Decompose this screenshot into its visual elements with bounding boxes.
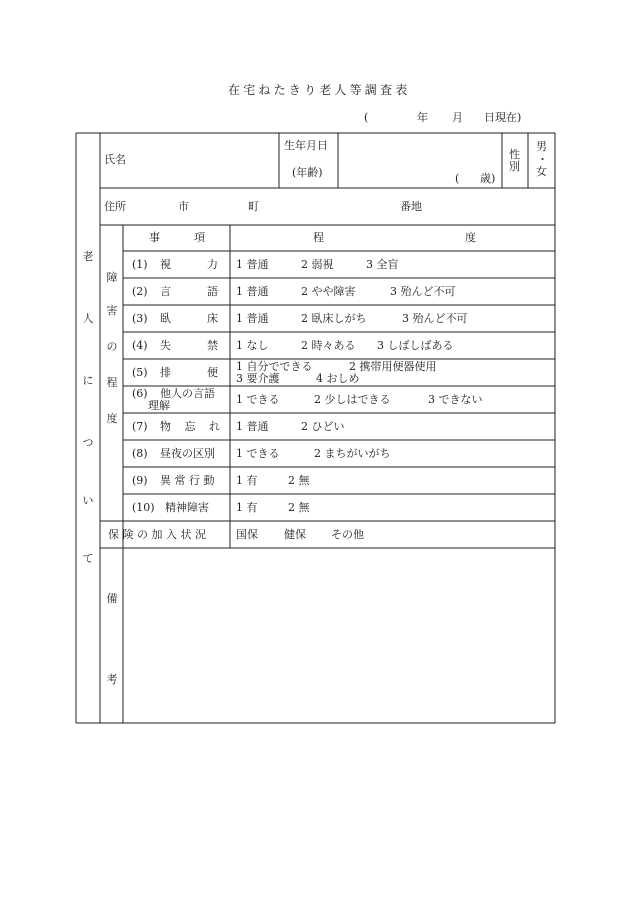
- row-item-char: 臥: [160, 312, 171, 325]
- age-suffix: 歳): [480, 172, 496, 185]
- row-item-char: 視: [160, 258, 171, 271]
- vertical-char: い: [82, 494, 94, 507]
- row-number: (9): [132, 474, 148, 487]
- vertical-char: 程: [106, 376, 118, 389]
- insurance-label: 保 険 の 加 入 状 況: [108, 528, 206, 541]
- degree-option: 1 自分でできる: [236, 360, 313, 373]
- degree-option: 2 無: [288, 474, 310, 487]
- vertical-char: 備: [106, 592, 118, 605]
- date-open-paren: (: [364, 111, 369, 124]
- sex-option-female: 女: [536, 165, 547, 178]
- sex-label-1: 性: [509, 148, 520, 161]
- degree-option: 3 殆んど不可: [402, 312, 468, 325]
- degree-option: 3 しばしばある: [377, 339, 454, 352]
- date-year-label: 年: [417, 111, 428, 124]
- remarks-field[interactable]: [124, 549, 554, 722]
- row-item: 昼夜の区別: [160, 447, 215, 460]
- vertical-char: 老: [82, 250, 94, 263]
- row-number: (3): [132, 312, 148, 325]
- degree-option: 3 殆んど不可: [390, 285, 456, 298]
- insurance-option: その他: [331, 528, 364, 541]
- degree-option: 3 要介護: [236, 372, 280, 385]
- degree-option: 2 まちがいがち: [314, 447, 391, 460]
- degree-option: 1 なし: [236, 339, 269, 352]
- address-town: 町: [248, 200, 259, 213]
- row-number: (5): [132, 366, 148, 379]
- insurance-option: 健保: [284, 528, 306, 541]
- degree-option: 1 できる: [236, 393, 280, 406]
- insurance-option: 国保: [236, 528, 258, 541]
- row-number: (8): [132, 447, 148, 460]
- row-item: 異 常 行 動: [160, 474, 215, 487]
- vertical-char: の: [106, 340, 118, 353]
- vertical-char: 障: [106, 271, 118, 284]
- vertical-char: て: [82, 552, 94, 565]
- vertical-char: つ: [82, 436, 94, 449]
- degree-option: 2 やや障害: [301, 285, 356, 298]
- row-item-char: 禁: [207, 339, 218, 352]
- row-number: (7): [132, 420, 148, 433]
- form-title: 在宅ねたきり老人等調査表: [228, 83, 411, 97]
- header-degree-char: 程: [313, 231, 324, 244]
- row-item-char: 言: [160, 285, 171, 298]
- vertical-char: 考: [106, 673, 118, 686]
- age-paren-open: (: [455, 172, 460, 185]
- sex-label-2: 別: [509, 160, 520, 173]
- vertical-char: 度: [106, 412, 118, 425]
- header-item-char: 項: [194, 231, 205, 244]
- header-item-char: 事: [149, 231, 160, 244]
- address-banchi: 番地: [400, 200, 422, 213]
- degree-option: 4 おしめ: [316, 372, 360, 385]
- row-number: (6): [132, 387, 148, 400]
- degree-option: 1 普通: [236, 312, 269, 325]
- degree-option: 3 全盲: [366, 258, 399, 271]
- row-number: (1): [132, 258, 148, 271]
- sex-option-male: 男: [536, 140, 547, 153]
- sex-option-dot: ・: [537, 153, 548, 166]
- vertical-char: 人: [82, 312, 94, 325]
- degree-option: 3 できない: [428, 393, 483, 406]
- row-item-char: 床: [207, 312, 218, 325]
- row-item-char: 失: [160, 339, 171, 352]
- vertical-char: 害: [106, 304, 118, 317]
- row-item-char: 排: [160, 366, 171, 379]
- address-city: 市: [178, 200, 189, 213]
- degree-option: 1 有: [236, 474, 258, 487]
- degree-option: 2 臥床しがち: [301, 312, 367, 325]
- row-item-line: 他人の言語: [160, 387, 215, 400]
- address-label: 住所: [104, 200, 126, 213]
- degree-option: 2 弱視: [301, 258, 334, 271]
- degree-option: 2 無: [288, 501, 310, 514]
- degree-option: 2 時々ある: [301, 339, 356, 352]
- name-label: 氏名: [104, 153, 126, 166]
- row-item-char: 力: [207, 258, 218, 271]
- row-item-char: 語: [207, 285, 218, 298]
- row-item: 精神障害: [165, 501, 209, 514]
- degree-option: 1 普通: [236, 420, 269, 433]
- row-number: (10): [132, 501, 155, 514]
- degree-option: 1 普通: [236, 285, 269, 298]
- vertical-char: に: [82, 374, 94, 387]
- degree-option: 2 ひどい: [301, 420, 345, 433]
- row-number: (4): [132, 339, 148, 352]
- date-day-now-label: 日現在): [484, 111, 522, 124]
- degree-option: 1 有: [236, 501, 258, 514]
- row-item: 物 忘 れ: [160, 420, 225, 433]
- degree-option: 1 できる: [236, 447, 280, 460]
- degree-option: 2 少しはできる: [314, 393, 391, 406]
- age-label: (年齢): [292, 166, 323, 179]
- row-item-line: 理解: [148, 399, 170, 412]
- degree-option: 2 携帯用便器使用: [349, 360, 437, 373]
- date-month-label: 月: [452, 111, 463, 124]
- degree-option: 1 普通: [236, 258, 269, 271]
- header-degree-char: 度: [465, 231, 476, 244]
- birth-date-label: 生年月日: [284, 139, 328, 152]
- row-item-char: 便: [207, 366, 218, 379]
- row-number: (2): [132, 285, 148, 298]
